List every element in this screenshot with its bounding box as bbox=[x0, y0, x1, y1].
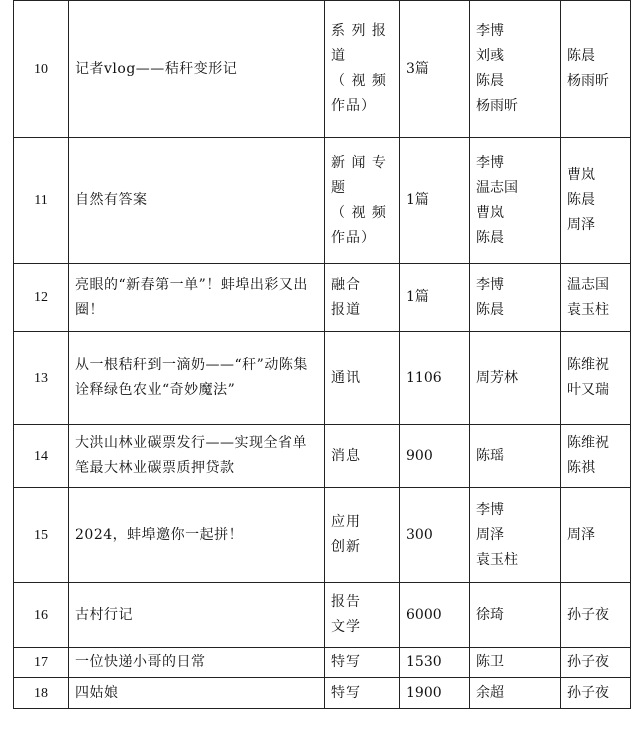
author-name: 周泽 bbox=[476, 526, 504, 543]
table-row bbox=[14, 264, 631, 332]
word-count: 300 bbox=[400, 488, 470, 583]
word-count: 3篇 bbox=[400, 1, 470, 138]
editor-name: 陈晨 bbox=[567, 48, 595, 64]
table-row bbox=[14, 583, 631, 648]
work-type-line: 文学 bbox=[331, 619, 361, 635]
table-row bbox=[14, 138, 631, 264]
authors-cell bbox=[470, 648, 561, 678]
row-number: 17 bbox=[14, 648, 69, 678]
row-number: 18 bbox=[14, 678, 69, 709]
editor-name: 周泽 bbox=[567, 526, 595, 543]
word-count: 1篇 bbox=[400, 264, 470, 332]
author-name: 李博 bbox=[476, 23, 504, 39]
row-number: 14 bbox=[14, 425, 69, 488]
authors-cell bbox=[470, 488, 561, 583]
author-name: 袁玉柱 bbox=[476, 551, 518, 568]
work-type bbox=[325, 583, 400, 648]
author-name: 杨雨昕 bbox=[476, 98, 518, 114]
table-row bbox=[14, 678, 631, 709]
authors-cell bbox=[470, 1, 561, 138]
table-row bbox=[14, 488, 631, 583]
table-row bbox=[14, 332, 631, 425]
row-number: 15 bbox=[14, 488, 69, 583]
work-type-line: 作品） bbox=[331, 98, 376, 114]
editor-name: 叶又瑞 bbox=[567, 382, 609, 398]
word-count: 1900 bbox=[400, 678, 470, 709]
authors-cell bbox=[470, 138, 561, 264]
author-name: 陈晨 bbox=[476, 229, 504, 246]
work-type-line: 道 bbox=[331, 48, 346, 64]
awards-table bbox=[13, 0, 631, 709]
work-type-line: （ 视 频 bbox=[331, 204, 387, 221]
editor-name: 陈维祝 bbox=[567, 435, 609, 451]
authors-cell bbox=[470, 678, 561, 709]
work-type bbox=[325, 264, 400, 332]
author-name: 周芳林 bbox=[476, 369, 518, 386]
editor-name: 陈晨 bbox=[567, 192, 595, 208]
author-name: 李博 bbox=[476, 501, 504, 518]
word-count: 1篇 bbox=[400, 138, 470, 264]
work-type-line: 消息 bbox=[331, 447, 361, 464]
editor-name: 温志国 bbox=[567, 276, 609, 293]
work-title: 四姑娘 bbox=[69, 678, 325, 709]
row-number: 13 bbox=[14, 332, 69, 425]
authors-cell bbox=[470, 583, 561, 648]
author-name: 温志国 bbox=[476, 179, 518, 196]
work-type-line: （ 视 频 bbox=[331, 73, 387, 89]
work-type bbox=[325, 425, 400, 488]
work-type-line: 通讯 bbox=[331, 369, 361, 386]
work-title: 2024，蚌埠邀你一起拼！ bbox=[69, 488, 325, 583]
editors-cell bbox=[561, 138, 631, 264]
editors-cell bbox=[561, 1, 631, 138]
work-title: 大洪山林业碳票发行——实现全省单笔最大林业碳票质押贷款 bbox=[69, 425, 325, 488]
author-name: 陈晨 bbox=[476, 301, 504, 318]
word-count: 1530 bbox=[400, 648, 470, 678]
work-type-line: 题 bbox=[331, 179, 346, 196]
table-row bbox=[14, 1, 631, 138]
work-title: 记者vlog——秸秆变形记 bbox=[69, 1, 325, 138]
work-type-line: 特写 bbox=[331, 684, 361, 701]
editor-name: 袁玉柱 bbox=[567, 301, 609, 318]
table-row bbox=[14, 425, 631, 488]
work-type-line: 融合 bbox=[331, 276, 361, 293]
work-type-line: 系 列 报 bbox=[331, 23, 387, 39]
table-row bbox=[14, 648, 631, 678]
work-title: 一位快递小哥的日常 bbox=[69, 648, 325, 678]
row-number: 16 bbox=[14, 583, 69, 648]
work-type bbox=[325, 678, 400, 709]
author-name: 陈卫 bbox=[476, 654, 504, 670]
work-type-line: 作品） bbox=[331, 229, 376, 246]
author-name: 李博 bbox=[476, 276, 504, 293]
editor-name: 孙子夜 bbox=[567, 654, 609, 670]
work-type bbox=[325, 138, 400, 264]
editors-cell bbox=[561, 332, 631, 425]
word-count: 6000 bbox=[400, 583, 470, 648]
editors-cell bbox=[561, 678, 631, 709]
authors-cell bbox=[470, 332, 561, 425]
editors-cell bbox=[561, 583, 631, 648]
work-type bbox=[325, 1, 400, 138]
work-type-line: 新 闻 专 bbox=[331, 154, 387, 171]
work-type-line: 报告 bbox=[331, 594, 361, 610]
work-type-line: 创新 bbox=[331, 539, 361, 555]
editors-cell bbox=[561, 425, 631, 488]
row-number: 12 bbox=[14, 264, 69, 332]
editors-cell bbox=[561, 264, 631, 332]
editor-name: 杨雨昕 bbox=[567, 73, 609, 89]
authors-cell bbox=[470, 264, 561, 332]
author-name: 李博 bbox=[476, 154, 504, 171]
table-body bbox=[14, 1, 631, 709]
editor-name: 曹岚 bbox=[567, 167, 595, 183]
row-number: 11 bbox=[14, 138, 69, 264]
author-name: 陈晨 bbox=[476, 73, 504, 89]
editor-name: 孙子夜 bbox=[567, 606, 609, 623]
authors-cell bbox=[470, 425, 561, 488]
editors-cell bbox=[561, 488, 631, 583]
work-type bbox=[325, 488, 400, 583]
author-name: 余超 bbox=[476, 684, 504, 701]
author-name: 刘彧 bbox=[476, 48, 504, 64]
work-type-line: 应用 bbox=[331, 514, 361, 530]
word-count: 900 bbox=[400, 425, 470, 488]
author-name: 曹岚 bbox=[476, 204, 504, 221]
author-name: 徐琦 bbox=[476, 606, 504, 623]
row-number: 10 bbox=[14, 1, 69, 138]
editors-cell bbox=[561, 648, 631, 678]
work-title: 古村行记 bbox=[69, 583, 325, 648]
work-type bbox=[325, 332, 400, 425]
work-type bbox=[325, 648, 400, 678]
editor-name: 周泽 bbox=[567, 217, 595, 233]
work-title: 从一根秸秆到一滴奶——“秆”动陈集 诠释绿色农业“奇妙魔法” bbox=[69, 332, 325, 425]
work-type-line: 特写 bbox=[331, 654, 361, 670]
work-type-line: 报道 bbox=[331, 301, 361, 318]
work-title: 自然有答案 bbox=[69, 138, 325, 264]
editor-name: 孙子夜 bbox=[567, 684, 609, 701]
word-count: 1106 bbox=[400, 332, 470, 425]
editor-name: 陈祺 bbox=[567, 460, 595, 476]
author-name: 陈瑶 bbox=[476, 447, 504, 464]
editor-name: 陈维祝 bbox=[567, 357, 609, 373]
work-title: 亮眼的“新春第一单”！蚌埠出彩又出圈！ bbox=[69, 264, 325, 332]
